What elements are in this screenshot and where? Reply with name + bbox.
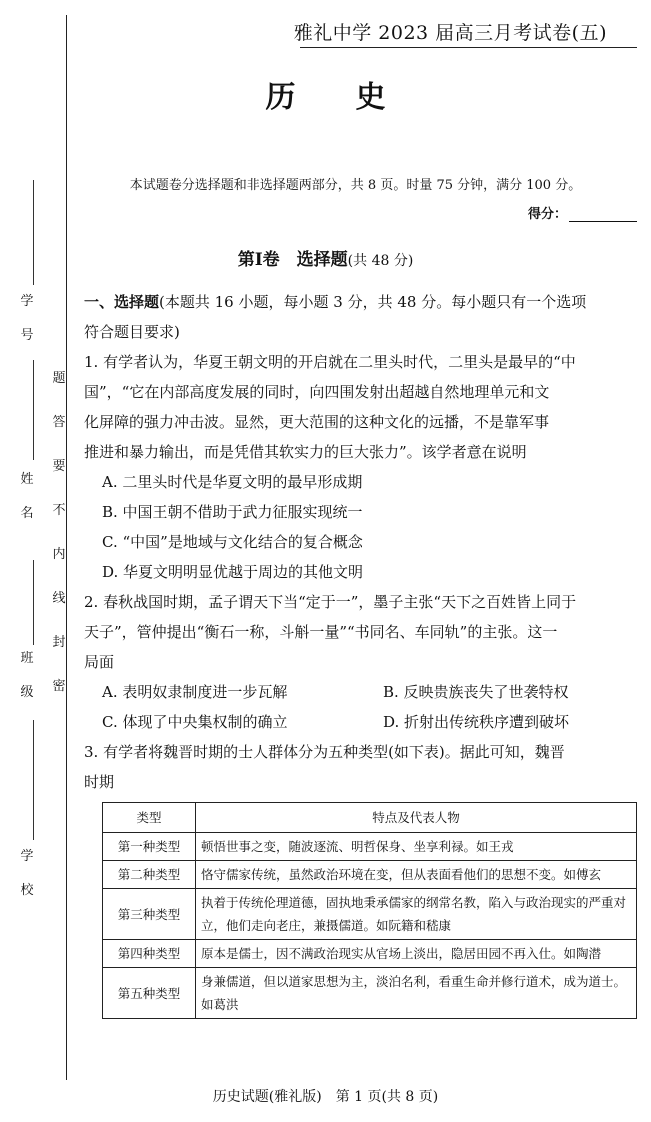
table-row <box>103 861 637 889</box>
title-rule <box>300 47 637 48</box>
question-1-option-a[interactable]: A. 二里头时代是华夏文明的最早形成期 <box>102 473 363 491</box>
notice-char: 题 <box>52 371 66 386</box>
table-cell-features: 恪守儒家传统，虽然政治环境在变，但从表面看他们的思想不变。如傅玄 <box>196 861 637 889</box>
table-cell-features: 顿悟世事之变，随波逐流、明哲保身、坐享利禄。如王戎 <box>196 833 637 861</box>
question-1-option-d[interactable]: D. 华夏文明明显优越于周边的其他文明 <box>102 563 364 581</box>
table-header-features: 特点及代表人物 <box>196 803 637 833</box>
field-label-name: 姓 名 <box>20 472 34 521</box>
binding-line <box>66 15 67 1080</box>
table-header-row <box>103 803 637 833</box>
class-line <box>33 560 34 645</box>
notice-char: 不 <box>52 503 66 518</box>
table-row <box>103 889 637 940</box>
part-title: 第Ⅰ卷 选择题(共 48 分) <box>237 250 414 270</box>
table-cell-type: 第四种类型 <box>103 940 196 968</box>
school-exam-title: 雅礼中学 2023 届高三月考试卷(五) <box>293 22 607 44</box>
notice-char: 答 <box>52 415 66 430</box>
table-cell-type: 第五种类型 <box>103 968 196 1019</box>
notice-char: 封 <box>52 635 66 650</box>
table-row <box>103 940 637 968</box>
notice-char: 线 <box>52 591 66 606</box>
field-label-student-id: 学 号 <box>20 294 34 343</box>
question-2-stem: 2. 春秋战国时期，孟子谓天下当“定于一”，墨子主张“天下之百姓皆上同于 天子”，管仲提出“衡石一称，斗斛一量”“书同名、车同轨”的主张。这一 局面 <box>84 593 577 671</box>
part-note: (共 48 分) <box>347 253 414 269</box>
field-label-class: 班 级 <box>20 651 34 700</box>
question-2-option-d[interactable]: D. 折射出传统秩序遭到破坏 <box>383 713 570 731</box>
question-1-option-b[interactable]: B. 中国王朝不借助于武力征服实现统一 <box>102 503 363 521</box>
table-row <box>103 833 637 861</box>
table-cell-type: 第三种类型 <box>103 889 196 940</box>
table-cell-features: 身兼儒道，但以道家思想为主，淡泊名利，看重生命并修行道术，成为道士。如葛洪 <box>196 968 637 1019</box>
question-2-option-a[interactable]: A. 表明奴隶制度进一步瓦解 <box>102 683 288 701</box>
question-1-stem: 1. 有学者认为，华夏王朝文明的开启就在二里头时代，二里头是最早的“中 国”，“它在内部高度发展的同时，向四围发射出超越自然地理单元和文 化屏障的强力冲击波。显然，更大范围的这种文化的远播，不是靠军事 推进和暴力输出，而是凭借其软实力的巨大张力”。该学者意在说明 <box>84 353 576 461</box>
notice-char: 要 <box>52 459 66 474</box>
score-field <box>528 203 637 222</box>
page-footer: 历史试题(雅礼版) 第 1 页(共 8 页) <box>212 1089 439 1105</box>
table-cell-features: 原本是儒士，因不满政治现实从官场上淡出，隐居田园不再入仕。如陶潜 <box>196 940 637 968</box>
name-line <box>33 360 34 460</box>
table-row <box>103 968 637 1019</box>
section-description: (本题共 16 小题，每小题 3 分，共 48 分。每小题只有一个选项 <box>159 293 587 311</box>
notice-char: 密 <box>52 679 66 694</box>
section-description-cont: 符合题目要求) <box>84 323 180 341</box>
table-header-type: 类型 <box>103 803 196 833</box>
question-2-option-c[interactable]: C. 体现了中央集权制的确立 <box>102 713 288 731</box>
section-heading <box>84 287 637 347</box>
subject-title: 历史 <box>265 80 446 115</box>
question-2-option-b[interactable]: B. 反映贵族丧失了世袭特权 <box>383 683 569 701</box>
field-label-school: 学 校 <box>20 849 34 898</box>
table-cell-type: 第二种类型 <box>103 861 196 889</box>
section-label: 一、选择题 <box>84 293 160 311</box>
score-label: 得分： <box>527 207 567 222</box>
table-cell-features: 执着于传统伦理道德，固执地秉承儒家的纲常名教，陷入与政治现实的严重对立，他们走向老庄，兼摄儒道。如阮籍和嵇康 <box>196 889 637 940</box>
notice-char: 内 <box>52 547 66 562</box>
scholar-types-table <box>102 802 637 1019</box>
exam-instructions: 本试题卷分选择题和非选择题两部分，共 8 页。时量 75 分钟，满分 100 分。 <box>129 178 582 193</box>
table-cell-type: 第一种类型 <box>103 833 196 861</box>
score-blank[interactable] <box>569 221 637 222</box>
question-1-option-c[interactable]: C. “中国”是地域与文化结合的复合概念 <box>102 533 363 551</box>
question-3-stem: 3. 有学者将魏晋时期的士人群体分为五种类型(如下表)。据此可知，魏晋 时期 <box>84 743 565 791</box>
school-line <box>33 720 34 840</box>
